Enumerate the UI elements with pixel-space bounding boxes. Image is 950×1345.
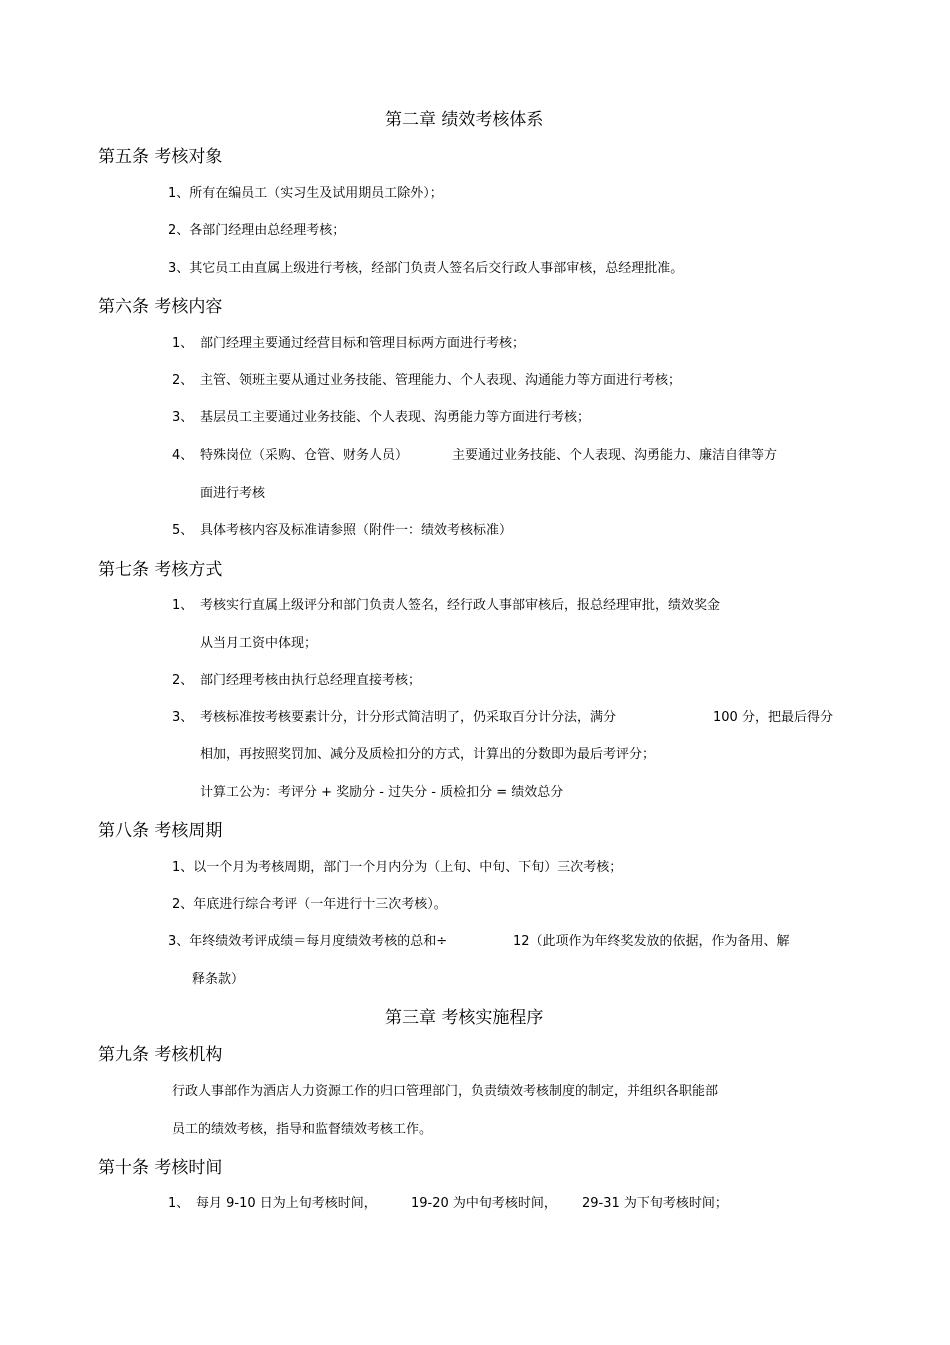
article-6-item-1-num: 1、 — [172, 336, 194, 351]
article-5-item-1: 1、所有在编员工（实习生及试用期员工除外）； — [168, 186, 443, 201]
article-7-item-2-num: 2、 — [172, 673, 194, 688]
article-8-item-3-cont: 释条款） — [192, 972, 245, 987]
article-8-item-3-part2: 12（此项作为年终奖发放的依据，作为备用、解 — [513, 934, 790, 949]
article-10-title: 第十条 考核时间 — [98, 1158, 223, 1178]
article-7-item-1: 考核实行直属上级评分和部门负责人签名，经行政人事部审核后，报总经理审批，绩效奖金 — [200, 598, 721, 613]
article-7-item-3-part2: 100 分，把最后得分 — [713, 710, 833, 725]
article-6-item-4: 特殊岗位（采购、仓管、财务人员） — [200, 448, 409, 463]
article-6-item-5: 具体考核内容及标准请参照（附件一：绩效考核标准） — [200, 523, 513, 538]
article-6-item-2: 主管、领班主要从通过业务技能、管理能力、个人表现、沟通能力等方面进行考核； — [200, 373, 682, 388]
article-8-title: 第八条 考核周期 — [98, 821, 223, 841]
article-7-item-3-num: 3、 — [172, 710, 194, 725]
article-6-item-4-num: 4、 — [172, 448, 194, 463]
article-9-line-1: 行政人事部作为酒店人力资源工作的归口管理部门，负责绩效考核制度的制定，并组织各职能部 — [172, 1084, 719, 1099]
article-9-title: 第九条 考核机构 — [98, 1045, 223, 1065]
article-5-item-3: 3、其它员工由直属上级进行考核，经部门负责人签名后交行政人事部审核，总经理批准。 — [168, 261, 684, 276]
article-6-item-3-num: 3、 — [172, 410, 194, 425]
chapter-3-title: 第三章 考核实施程序 — [385, 1008, 544, 1028]
article-10-item-1-seg-1: 每月 9-10 日为上旬考核时间， — [196, 1196, 377, 1211]
article-5-item-2: 2、各部门经理由总经理考核； — [168, 223, 346, 238]
article-7-item-2: 部门经理考核由执行总经理直接考核； — [200, 673, 422, 688]
article-5-title: 第五条 考核对象 — [98, 147, 223, 167]
article-10-item-1-num: 1、 — [168, 1196, 190, 1211]
article-6-item-2-num: 2、 — [172, 373, 194, 388]
article-8-item-3: 3、年终绩效考评成绩＝每月度绩效考核的总和÷ — [168, 934, 448, 949]
article-8-item-1: 1、以一个月为考核周期，部门一个月内分为（上旬、中旬、下旬）三次考核； — [172, 860, 623, 875]
article-10-item-1-seg-2: 19-20 为中旬考核时间， — [411, 1196, 557, 1211]
article-6-title: 第六条 考核内容 — [98, 297, 223, 317]
article-6-item-4-cont: 面进行考核 — [200, 486, 266, 501]
article-7-title: 第七条 考核方式 — [98, 560, 223, 580]
article-7-item-3-formula: 计算工公为：考评分 + 奖励分 - 过失分 - 质检扣分 = 绩效总分 — [200, 785, 564, 800]
article-7-item-3: 考核标准按考核要素计分，计分形式简洁明了，仍采取百分计分法，满分 — [200, 710, 617, 725]
article-6-item-1: 部门经理主要通过经营目标和管理目标两方面进行考核； — [200, 336, 526, 351]
article-7-item-3-cont: 相加，再按照奖罚加、减分及质检扣分的方式，计算出的分数即为最后考评分； — [200, 747, 656, 762]
article-10-item-1-seg-3: 29-31 为下旬考核时间； — [582, 1196, 728, 1211]
article-8-item-2: 2、年底进行综合考评（一年进行十三次考核）。 — [172, 897, 447, 912]
article-7-item-1-num: 1、 — [172, 598, 194, 613]
article-7-item-1-cont: 从当月工资中体现； — [200, 636, 318, 651]
article-9-line-2: 员工的绩效考核，指导和监督绩效考核工作。 — [172, 1122, 433, 1137]
article-6-item-4-part2: 主要通过业务技能、个人表现、沟勇能力、廉洁自律等方 — [452, 448, 778, 463]
chapter-2-title: 第二章 绩效考核体系 — [385, 110, 544, 130]
article-6-item-3: 基层员工主要通过业务技能、个人表现、沟勇能力等方面进行考核； — [200, 410, 591, 425]
article-6-item-5-num: 5、 — [172, 523, 194, 538]
